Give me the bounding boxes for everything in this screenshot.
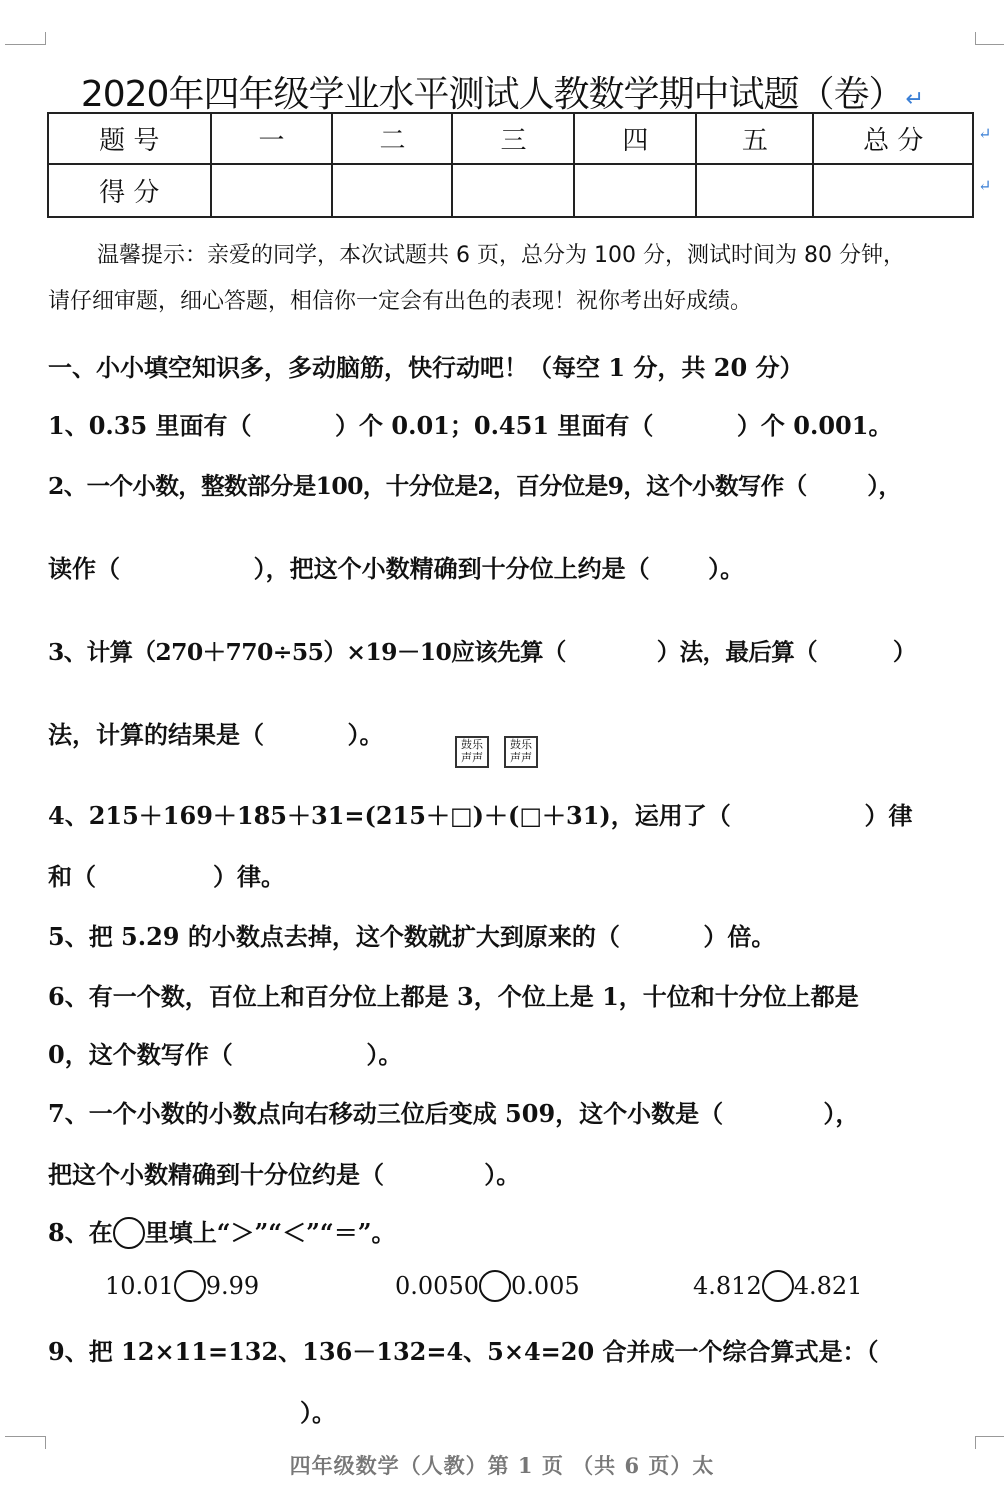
row-end-mark-icon: ↵: [978, 124, 992, 143]
tip-line-2: 请仔细审题，细心答题，相信你一定会有出色的表现！祝你考出好成绩。: [48, 289, 753, 314]
compare-left: 10.01: [105, 1272, 174, 1300]
compare-right: 4.821: [793, 1272, 863, 1300]
compare-circle-icon[interactable]: [479, 1270, 511, 1302]
question-4-line-2: 和（ ）律。: [48, 862, 285, 891]
compare-left: 4.812: [693, 1272, 762, 1300]
score-col-5: 五: [696, 113, 813, 164]
score-col-4: 四: [574, 113, 696, 164]
score-table: [47, 112, 974, 218]
question-5: 5、把 5.29 的小数点去掉，这个数就扩大到原来的（ ）倍。: [48, 922, 776, 951]
q8-prefix: 8、在: [48, 1218, 113, 1247]
question-3-line-1: 3、计算（270＋770÷55）×19－10应该先算（ ）法，最后算（ ）: [48, 638, 916, 666]
question-9-line-2: ）。: [300, 1398, 336, 1427]
compare-item-1: [105, 1270, 259, 1302]
paragraph-mark-icon: ↵: [905, 86, 924, 112]
compare-item-2: [395, 1270, 580, 1302]
stamp-icon: 鼓乐 声声: [504, 736, 538, 768]
stamp-icon: 鼓乐 声声: [455, 736, 489, 768]
compare-right: 0.005: [510, 1272, 580, 1300]
crop-mark-top-right: [975, 32, 1004, 45]
question-6-line-1: 6、有一个数，百位上和百分位上都是 3，个位上是 1，十位和十分位上都是: [48, 982, 859, 1011]
question-7-line-1: 7、一个小数的小数点向右移动三位后变成 509，这个小数是（ ），: [48, 1099, 860, 1128]
score-table-header-row: [48, 113, 973, 164]
compare-circle-icon[interactable]: [762, 1270, 794, 1302]
score-cell-2[interactable]: [332, 164, 452, 217]
title-text: 2020年四年级学业水平测试人教数学期中试题（卷）: [80, 74, 904, 115]
crop-mark-top-left: [5, 32, 46, 45]
crop-mark-bottom-left: [5, 1436, 46, 1449]
score-table-score-row: [48, 164, 973, 217]
score-col-1: 一: [211, 113, 333, 164]
compare-item-3: [693, 1270, 862, 1302]
compare-right: 9.99: [205, 1272, 260, 1300]
section-1-heading: 一、小小填空知识多，多动脑筋，快行动吧！（每空 1 分，共 20 分）: [48, 353, 804, 382]
score-cell-3[interactable]: [452, 164, 574, 217]
compare-left: 0.0050: [395, 1272, 479, 1300]
crop-mark-bottom-right: [975, 1436, 1004, 1449]
score-cell-1[interactable]: [211, 164, 333, 217]
score-cell-4[interactable]: [574, 164, 696, 217]
question-6-line-2: 0，这个数写作（ ）。: [48, 1040, 403, 1069]
question-2-line-1: 2、一个小数，整数部分是100，十分位是2，百分位是9，这个小数写作（ ），: [48, 472, 902, 500]
question-1: 1、0.35 里面有（ ）个 0.01；0.451 里面有（ ）个 0.001。: [48, 411, 893, 440]
score-cell-total[interactable]: [813, 164, 973, 217]
compare-circle-icon[interactable]: [174, 1270, 206, 1302]
score-cell-5[interactable]: [696, 164, 813, 217]
q8-suffix: 里填上“＞”“＜”“＝”。: [144, 1218, 396, 1247]
score-col-2: 二: [332, 113, 452, 164]
score-row1-label: 题 号: [48, 113, 211, 164]
question-3-line-2: 法，计算的结果是（ ）。: [48, 720, 384, 749]
question-8: [48, 1213, 396, 1249]
question-7-line-2: 把这个小数精确到十分位约是（ ）。: [48, 1160, 521, 1189]
tip-line-1: 温馨提示：亲爱的同学，本次试题共 6 页，总分为 100 分，测试时间为 80 分钟，: [97, 243, 905, 268]
score-col-total: 总 分: [813, 113, 973, 164]
score-row2-label: 得 分: [48, 164, 211, 217]
row-end-mark-icon: ↵: [978, 176, 992, 195]
page-title: [0, 66, 1004, 117]
score-col-3: 三: [452, 113, 574, 164]
question-9-line-1: 9、把 12×11=132、136－132=4、5×4=20 合并成一个综合算式是：（: [48, 1337, 879, 1366]
page-footer: 四年级数学（人教）第 1 页 （共 6 页）太: [289, 1453, 715, 1478]
question-2-line-2: 读作（ ），把这个小数精确到十分位上约是（ ）。: [48, 554, 745, 583]
compare-circle-icon: [113, 1217, 145, 1249]
question-4-line-1: 4、215＋169＋185＋31=(215＋□)＋(□＋31)，运用了（ ）律: [48, 801, 913, 830]
